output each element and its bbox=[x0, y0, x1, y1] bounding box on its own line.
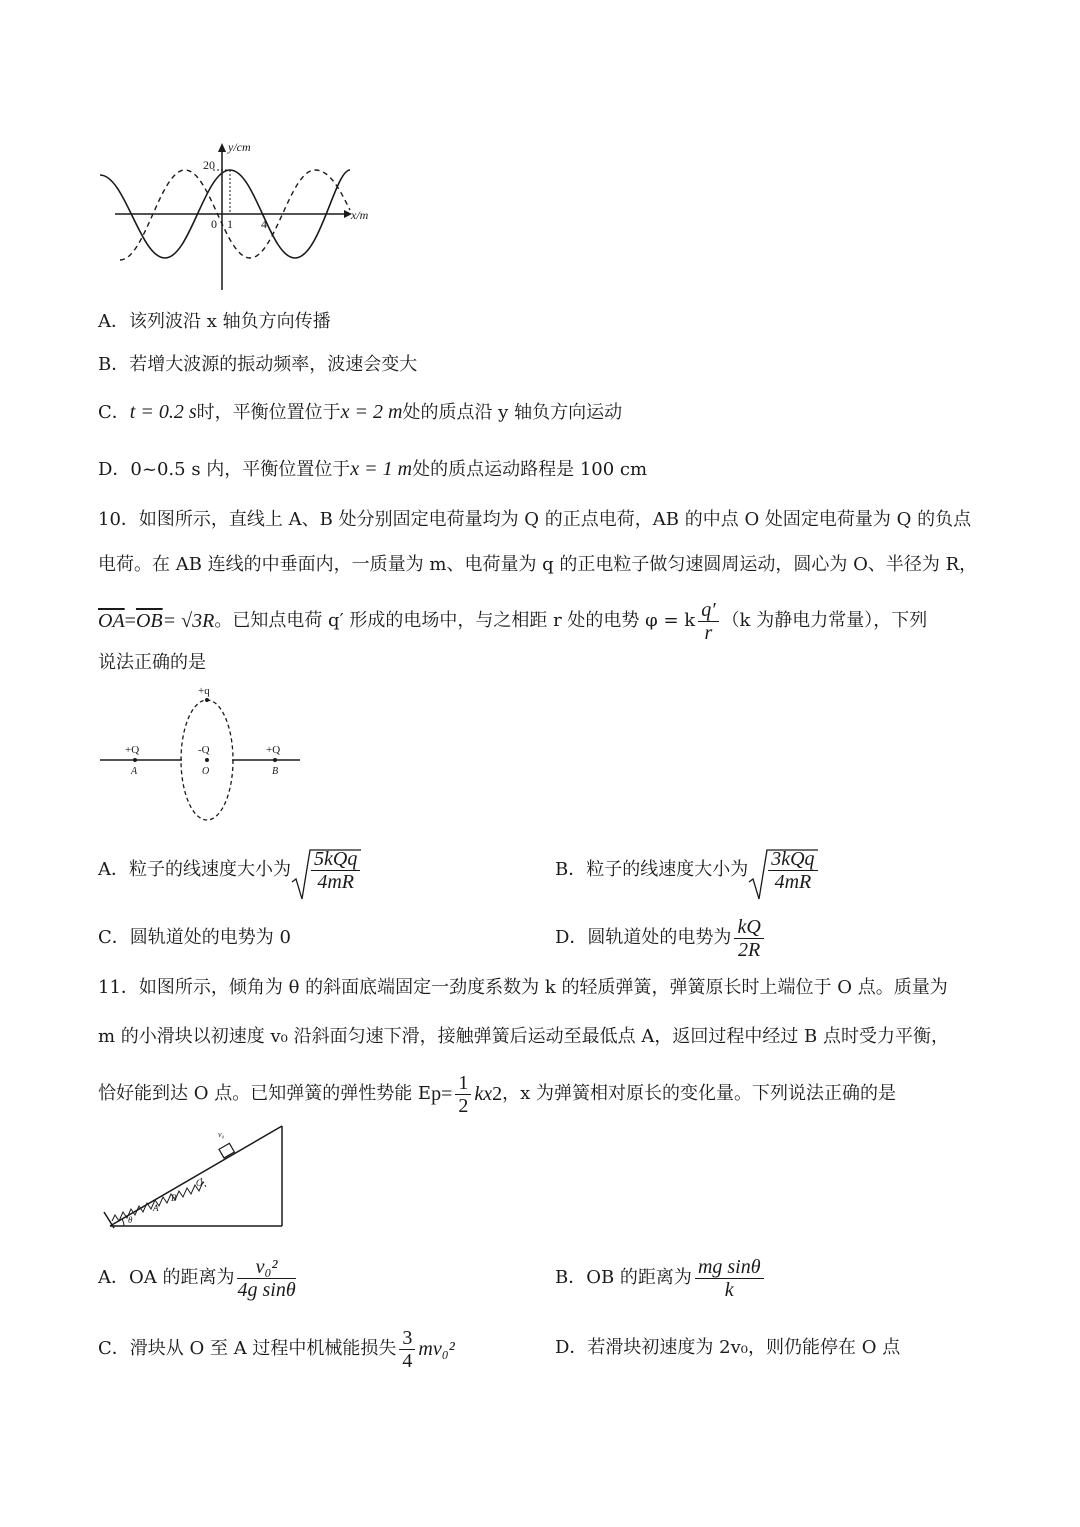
q11-l3-post: ，x 为弹簧相对原长的变化量。下列说法正确的是 bbox=[502, 1083, 896, 1104]
point-b-label: B bbox=[171, 1193, 177, 1203]
angle-label: θ bbox=[128, 1215, 133, 1225]
q11-b-text: B．OB 的距离为 bbox=[555, 1267, 692, 1288]
q10-val: = √3R bbox=[162, 610, 215, 632]
q11-b-den: k bbox=[724, 1278, 734, 1301]
q10-option-a bbox=[98, 842, 363, 898]
charge-o-dot bbox=[205, 758, 209, 762]
q10-line-1: 10．如图所示，直线上 A、B 处分别固定电荷量均为 Q 的正点电荷，AB 的中点 O 处固定电荷量为 Q 的负点 bbox=[98, 509, 972, 530]
q11-line-2: m 的小滑块以初速度 v₀ 沿斜面匀速下滑，接触弹簧后运动至最低点 A，返回过程中经过 B 点时受力平衡， bbox=[98, 1026, 950, 1047]
q11-l3-num: 1 bbox=[455, 1072, 471, 1095]
q11-line-3 bbox=[98, 1068, 896, 1120]
q11-a-den: 4g sinθ bbox=[237, 1278, 296, 1301]
q9-option-a: A．该列波沿 x 轴负方向传播 bbox=[98, 311, 331, 332]
q10-frac-num: q′ bbox=[698, 599, 718, 622]
q11-a-text: A．OA 的距离为 bbox=[98, 1267, 235, 1288]
q9-d-position: x = 1 m bbox=[350, 458, 413, 480]
q11-l3-sub: p bbox=[431, 1083, 442, 1105]
q11-a-num: v₀² bbox=[237, 1256, 295, 1279]
angle-arc bbox=[122, 1219, 124, 1226]
origin-label: 0 bbox=[211, 217, 217, 231]
amplitude-label: 20 bbox=[203, 158, 215, 172]
q10-a-text: A．粒子的线速度大小为 bbox=[98, 859, 291, 880]
y-axis-arrow bbox=[218, 143, 226, 152]
q10-b-den: 4mR bbox=[774, 870, 812, 893]
q10-line-2: 电荷。在 AB 连线的中垂面内，一质量为 m、电荷量为 q 的正电粒子做匀速圆周运动，圆心为 O、半径为 R， bbox=[98, 554, 978, 575]
dashed-wave bbox=[120, 170, 350, 260]
q11-c-den: 4 bbox=[402, 1349, 413, 1372]
q9-c-mid: 时，平衡位置位于 bbox=[196, 402, 341, 423]
q10-b-sqrt bbox=[748, 848, 820, 893]
q11-c-fraction bbox=[399, 1327, 415, 1372]
q10-oa: $\overline{OA}$ bbox=[98, 610, 125, 632]
tick-1-label: 1 bbox=[227, 217, 233, 231]
q10-tail: （k 为静电力常量），下列 bbox=[721, 610, 928, 631]
q10-line-4: 说法正确的是 bbox=[98, 652, 206, 673]
q10-d-text: D．圆轨道处的电势为 bbox=[555, 927, 732, 948]
sqrt-sign-icon bbox=[748, 848, 818, 902]
q10-option-c: C．圆轨道处的电势为 0 bbox=[98, 927, 291, 948]
q10-b-text: B．粒子的线速度大小为 bbox=[555, 859, 749, 880]
point-a-label: A bbox=[131, 766, 138, 777]
wave-graph bbox=[95, 135, 375, 295]
q10-a-num: 5kQq bbox=[311, 848, 360, 871]
tick-4-label: 4 bbox=[261, 217, 267, 231]
q9-option-d bbox=[98, 457, 647, 482]
q10-text: 。已知点电荷 q′ 形成的电场中，与之相距 r 处的电势 φ = k bbox=[214, 610, 696, 631]
q9-c-position: x = 2 m bbox=[340, 401, 403, 423]
charge-b-label: +Q bbox=[266, 744, 281, 756]
q10-b-num: 3kQq bbox=[768, 848, 817, 871]
q11-l3-eq: = bbox=[441, 1083, 453, 1105]
q10-a-sqrt bbox=[291, 848, 363, 893]
q9-option-b: B．若增大波源的振动频率，波速会变大 bbox=[98, 354, 418, 375]
q11-line-1: 11．如图所示，倾角为 θ 的斜面底端固定一劲度系数为 k 的轻质弹簧，弹簧原长时上端位于 O 点。质量为 bbox=[98, 977, 948, 998]
q10-frac-den: r bbox=[704, 621, 713, 644]
velocity-label: v₀ bbox=[218, 1130, 225, 1139]
q11-option-c bbox=[98, 1322, 455, 1376]
spring-icon bbox=[112, 1182, 203, 1221]
incline-surface bbox=[110, 1126, 282, 1226]
charge-b-dot bbox=[273, 758, 277, 762]
q11-c-num: 3 bbox=[399, 1327, 415, 1350]
q10-potential-fraction bbox=[698, 599, 718, 644]
q10-option-b bbox=[555, 842, 821, 898]
q10-eq: = bbox=[124, 610, 136, 632]
q10-option-d bbox=[555, 912, 767, 964]
particle-label: +q bbox=[198, 685, 210, 697]
q11-b-num: mg sinθ bbox=[695, 1256, 764, 1279]
q11-a-fraction bbox=[237, 1256, 295, 1301]
point-o-label: O bbox=[202, 766, 210, 777]
point-o-label: O bbox=[196, 1178, 203, 1188]
q11-l3-pre: 恰好能到达 O 点。已知弹簧的弹性势能 E bbox=[98, 1083, 432, 1104]
charge-a-label: +Q bbox=[125, 744, 140, 756]
q11-c-tail: mv₀² bbox=[418, 1338, 455, 1360]
charge-a-dot bbox=[133, 758, 137, 762]
q10-line-3 bbox=[98, 596, 927, 646]
sqrt-sign-icon bbox=[291, 848, 361, 902]
q10-d-fraction bbox=[734, 916, 763, 961]
q11-option-a bbox=[98, 1250, 299, 1306]
q10-d-den: 2R bbox=[737, 938, 761, 961]
q11-option-d: D．若滑块初速度为 2v₀，则仍能停在 O 点 bbox=[555, 1337, 901, 1358]
q10-a-den: 4mR bbox=[317, 870, 354, 893]
q11-l3-den: 2 bbox=[458, 1094, 469, 1117]
q9-d-suffix: 处的质点运动路程是 100 cm bbox=[412, 459, 648, 480]
point-b-label: B bbox=[272, 766, 279, 777]
q10-ob: $\overline{OB}$ bbox=[135, 610, 163, 632]
q11-l3-kx: kx bbox=[474, 1083, 493, 1105]
y-axis-label: y/cm bbox=[228, 140, 251, 154]
particle-dot bbox=[205, 698, 209, 702]
q9-option-c bbox=[98, 400, 622, 425]
q11-l3-sup: 2 bbox=[492, 1083, 503, 1105]
point-a-label: A bbox=[153, 1203, 159, 1213]
q11-c-text: C．滑块从 O 至 A 过程中机械能损失 bbox=[98, 1338, 397, 1359]
x-axis-label: x/m bbox=[351, 208, 369, 222]
q9-c-prefix: C． bbox=[98, 402, 130, 423]
q9-c-time: t = 0.2 s bbox=[129, 401, 197, 423]
incline-diagram bbox=[100, 1120, 290, 1232]
q11-b-fraction bbox=[695, 1256, 764, 1301]
q10-d-num: kQ bbox=[734, 916, 763, 939]
q9-d-prefix: D．0~0.5 s 内，平衡位置位于 bbox=[98, 459, 351, 480]
q11-half-fraction bbox=[455, 1072, 471, 1117]
q9-c-suffix: 处的质点沿 y 轴负方向运动 bbox=[402, 402, 623, 423]
q11-option-b bbox=[555, 1250, 767, 1306]
charge-diagram bbox=[100, 682, 305, 827]
charge-o-label: -Q bbox=[198, 744, 210, 756]
